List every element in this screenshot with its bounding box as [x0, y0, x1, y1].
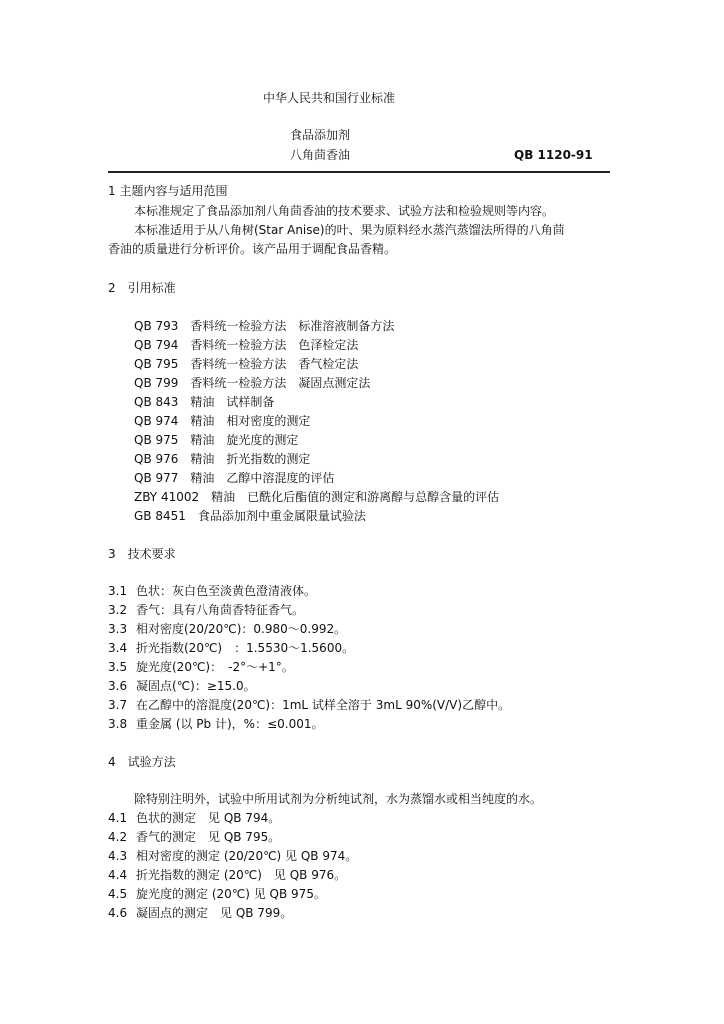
item-text: 凝固点(℃)：≥15.0。 [136, 679, 256, 693]
method-item [108, 867, 346, 884]
method-item [108, 848, 357, 865]
item-text: 香气的测定 见 QB 795。 [136, 830, 281, 844]
section-1-paragraph-2-line-1: 本标准适用于从八角树(Star Anise)的叶、果为原料经水蒸汽蒸馏法所得的八角茴 [134, 223, 565, 237]
item-number: 3.8 [108, 717, 128, 731]
standard-code: QB 1120-91 [514, 148, 593, 162]
method-item [108, 905, 292, 922]
reference-item: GB 8451 食品添加剂中重金属限量试验法 [134, 509, 366, 523]
item-text: 色状：灰白色至淡黄色澄清液体。 [136, 584, 317, 598]
item-number: 3.3 [108, 622, 128, 636]
item-number: 4.5 [108, 887, 128, 901]
standard-org-title: 中华人民共和国行业标准 [263, 91, 396, 105]
item-number: 3.2 [108, 603, 128, 617]
item-number: 3.4 [108, 641, 128, 655]
item-number: 4.6 [108, 906, 128, 920]
requirement-item [108, 583, 316, 600]
section-4-intro: 除特别注明外，试验中所用试剂为分析纯试剂，水为蒸馏水或相当纯度的水。 [134, 792, 543, 806]
section-1-paragraph-2-line-2: 香油的质量进行分析评价。该产品用于调配食品香精。 [108, 242, 397, 256]
item-text: 重金属 (以 Pb 计)，%：≤0.001。 [136, 717, 324, 731]
item-number: 4.1 [108, 811, 128, 825]
section-4-heading: 4 试验方法 [108, 755, 176, 769]
method-item [108, 886, 326, 903]
item-number: 4.3 [108, 849, 128, 863]
method-item [108, 810, 280, 827]
item-text: 旋光度(20℃)： -2°～+1°。 [136, 660, 294, 674]
reference-item: QB 793 香料统一检验方法 标准溶液制备方法 [134, 319, 395, 333]
item-text: 相对密度(20/20℃)：0.980～0.992。 [136, 622, 347, 636]
reference-item: QB 977 精油 乙醇中溶混度的评估 [134, 471, 335, 485]
requirement-item [108, 659, 294, 676]
reference-item: QB 794 香料统一检验方法 色泽检定法 [134, 338, 359, 352]
section-2-heading: 2 引用标准 [108, 281, 176, 295]
reference-item: QB 975 精油 旋光度的测定 [134, 433, 299, 447]
standard-category: 食品添加剂 [290, 128, 351, 142]
header-divider [108, 171, 610, 173]
section-1-paragraph-1: 本标准规定了食品添加剂八角茴香油的技术要求、试验方法和检验规则等内容。 [134, 204, 555, 218]
item-number: 4.4 [108, 868, 128, 882]
item-text: 凝固点的测定 见 QB 799。 [136, 906, 293, 920]
requirement-item [108, 716, 323, 733]
item-text: 旋光度的测定 (20℃) 见 QB 975。 [136, 887, 326, 901]
reference-item: ZBY 41002 精油 已酰化后酯值的测定和游离醇与总醇含量的评估 [134, 490, 500, 504]
reference-item: QB 974 精油 相对密度的测定 [134, 414, 311, 428]
requirement-item [108, 602, 304, 619]
requirement-item [108, 678, 256, 695]
item-number: 4.2 [108, 830, 128, 844]
item-text: 折光指数的测定 (20℃) 见 QB 976。 [136, 868, 347, 882]
item-number: 3.6 [108, 679, 128, 693]
reference-item: QB 843 精油 试样制备 [134, 395, 275, 409]
requirement-item [108, 621, 346, 638]
item-number: 3.1 [108, 584, 128, 598]
item-number: 3.7 [108, 698, 128, 712]
requirement-item [108, 697, 510, 714]
standard-product-name: 八角茴香油 [290, 148, 351, 162]
item-text: 折光指数(20℃) ：1.5530～1.5600。 [136, 641, 355, 655]
reference-item: QB 795 香料统一检验方法 香气检定法 [134, 357, 359, 371]
reference-item: QB 976 精油 折光指数的测定 [134, 452, 311, 466]
method-item [108, 829, 280, 846]
item-text: 相对密度的测定 (20/20℃) 见 QB 974。 [136, 849, 358, 863]
item-text: 色状的测定 见 QB 794。 [136, 811, 281, 825]
item-text: 香气：具有八角茴香特征香气。 [136, 603, 305, 617]
section-3-heading: 3 技术要求 [108, 547, 176, 561]
item-text: 在乙醇中的溶混度(20℃)：1mL 试样全溶于 3mL 90%(V/V)乙醇中。 [136, 698, 511, 712]
section-1-heading: 1 主题内容与适用范围 [108, 184, 228, 198]
item-number: 3.5 [108, 660, 128, 674]
requirement-item [108, 640, 354, 657]
reference-item: QB 799 香料统一检验方法 凝固点测定法 [134, 376, 371, 390]
